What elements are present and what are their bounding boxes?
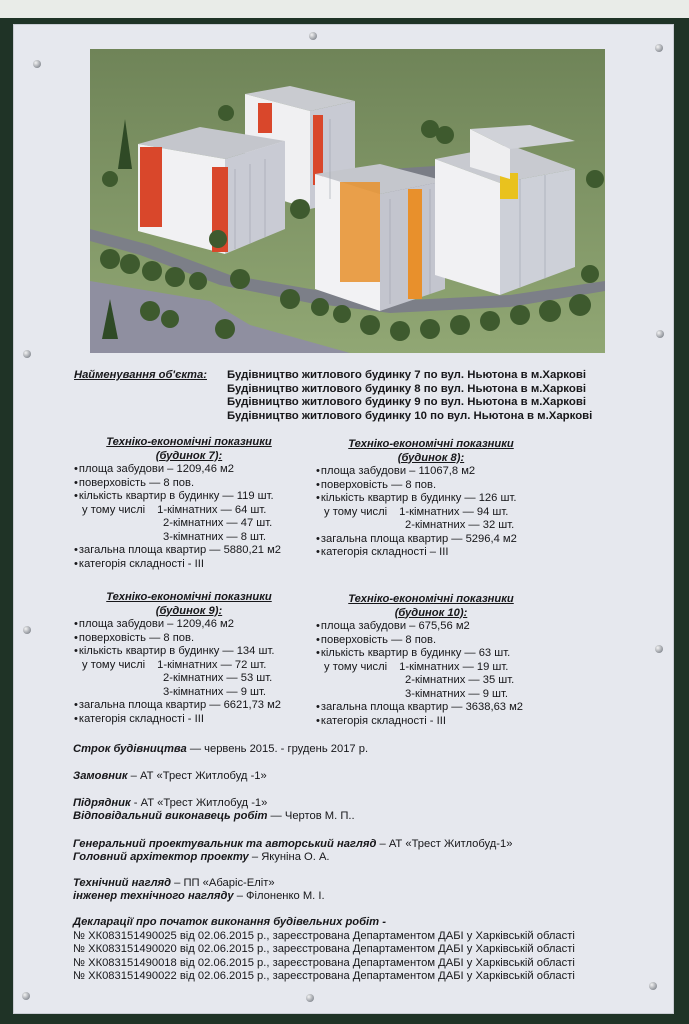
- customer-line: [73, 770, 267, 784]
- category-value: • категорія складності - ІІІ: [74, 558, 304, 572]
- declaration-line: № ХК083151490020 від 02.06.2015 р., зареєстрована Департаментом ДАБІ у Харківській області: [73, 943, 575, 955]
- building-7-indicators: [74, 436, 304, 571]
- rooms3-value: 3-кімнатних — 9 шт.: [405, 687, 509, 700]
- total-area-value: • загальна площа квартир — 5880,21 м2: [74, 544, 304, 558]
- category-value: • категорія складності - ІІІ: [74, 713, 304, 727]
- floors-value: • поверховість — 8 пов.: [74, 632, 304, 646]
- rooms2-value: 2-кімнатних — 32 шт.: [405, 519, 515, 531]
- construction-term: [73, 743, 368, 757]
- area-value: • площа забудови – 675,56 м2: [316, 620, 546, 634]
- building-subtitle: (будинок 8):: [397, 451, 465, 464]
- building-title: Техніко-економічні показники: [106, 591, 272, 603]
- rooms3-value: 3-кімнатних — 8 шт.: [163, 530, 267, 543]
- floors-value: • поверховість — 8 пов.: [316, 634, 546, 648]
- architect-line: [73, 851, 330, 865]
- screw-icon: [23, 626, 31, 634]
- declaration-line: № ХК083151490022 від 02.06.2015 р., зареєстрована Департаментом ДАБІ у Харківській області: [73, 970, 575, 982]
- building-rendering: [90, 49, 605, 353]
- total-area-value: • загальна площа квартир — 3638,63 м2: [316, 701, 546, 715]
- floors-value: • поверховість — 8 пов.: [74, 477, 304, 491]
- declarations-block: [73, 916, 575, 984]
- responsible-value: — Чертов М. П..: [267, 810, 355, 822]
- tech-supervision-line: [73, 877, 275, 891]
- contractor-label: Підрядник: [73, 797, 131, 809]
- customer-label: Замовник: [73, 770, 128, 782]
- contractor-line: [73, 797, 267, 811]
- total-area-value: • загальна площа квартир — 5296,4 м2: [316, 533, 546, 547]
- rooms2-value: 2-кімнатних — 53 шт.: [163, 672, 273, 684]
- architect-label: Головний архітектор проекту: [73, 851, 249, 863]
- incl-label: у тому числі: [82, 658, 146, 671]
- screw-icon: [306, 994, 314, 1002]
- building-subtitle: (будинок 9):: [155, 604, 223, 617]
- building-title: Техніко-економічні показники: [348, 593, 514, 605]
- building-9-indicators: [74, 591, 304, 726]
- building-title: Техніко-економічні показники: [106, 436, 272, 448]
- responsible-label: Відповідальний виконавець робіт: [73, 810, 268, 822]
- screw-icon: [655, 645, 663, 653]
- apartments-value: • кількість квартир в будинку — 126 шт.: [316, 492, 546, 506]
- designer-line: [73, 838, 512, 852]
- rooms1-value: 1-кімнатних — 94 шт.: [399, 505, 509, 518]
- area-value: • площа забудови – 1209,46 м2: [74, 463, 304, 477]
- incl-label: у тому числі: [82, 503, 146, 516]
- background-strip: [0, 0, 689, 18]
- tech-engineer-label: інженер технічного нагляду: [73, 890, 234, 902]
- declarations-label: Декларації про початок виконання будівельних робіт -: [73, 916, 386, 928]
- object-line: Будівництво житлового будинку 9 по вул. Ньютона в м.Харкові: [227, 396, 586, 408]
- building-10-indicators: [316, 593, 546, 728]
- tech-engineer-line: [73, 890, 325, 904]
- apartments-value: • кількість квартир в будинку — 63 шт.: [316, 647, 546, 661]
- screw-icon: [23, 350, 31, 358]
- architect-value: – Якуніна О. А.: [248, 851, 330, 863]
- building-subtitle: (будинок 7):: [155, 449, 223, 462]
- object-line: Будівництво житлового будинку 8 по вул. Ньютона в м.Харкові: [227, 382, 586, 395]
- screw-icon: [309, 32, 317, 40]
- rooms2-value: 2-кімнатних — 35 шт.: [405, 674, 515, 686]
- object-label: Найменування об'єкта:: [74, 369, 207, 381]
- tech-supervision-label: Технічний нагляд: [73, 877, 172, 889]
- declaration-line: № ХК083151490025 від 02.06.2015 р., зареєстрована Департаментом ДАБІ у Харківській області: [73, 929, 575, 942]
- responsible-line: [73, 810, 355, 824]
- screw-icon: [655, 44, 663, 52]
- object-line: Будівництво житлового будинку 7 по вул. Ньютона в м.Харкові: [227, 369, 586, 381]
- rooms1-value: 1-кімнатних — 19 шт.: [399, 660, 509, 673]
- building-subtitle: (будинок 10):: [394, 606, 468, 619]
- category-value: • категорія складності – ІІІ: [316, 546, 546, 560]
- category-value: • категорія складності - ІІІ: [316, 715, 546, 729]
- area-value: • площа забудови – 11067,8 м2: [316, 465, 546, 479]
- designer-label: Генеральний проектувальник та авторський нагляд: [73, 838, 377, 850]
- rooms1-value: 1-кімнатних — 72 шт.: [157, 658, 267, 671]
- incl-label: у тому числі: [324, 505, 388, 518]
- building-title: Техніко-економічні показники: [348, 438, 514, 450]
- incl-label: у тому числі: [324, 660, 388, 673]
- screw-icon: [656, 330, 664, 338]
- term-value: — червень 2015. - грудень 2017 р.: [186, 743, 369, 755]
- object-names: [227, 369, 592, 423]
- tech-engineer-value: – Філоненко М. І.: [233, 890, 325, 902]
- rooms1-value: 1-кімнатних — 64 шт.: [157, 503, 267, 516]
- customer-value: – АТ «Трест Житлобуд -1»: [127, 770, 267, 782]
- floors-value: • поверховість — 8 пов.: [316, 479, 546, 493]
- building-8-indicators: [316, 438, 546, 560]
- total-area-value: • загальна площа квартир — 6621,73 м2: [74, 699, 304, 713]
- term-label: Строк будівництва: [73, 743, 187, 755]
- contractor-value: - АТ «Трест Житлобуд -1»: [130, 797, 268, 809]
- screw-icon: [33, 60, 41, 68]
- apartments-value: • кількість квартир в будинку — 134 шт.: [74, 645, 304, 659]
- tech-supervision-value: – ПП «Абаріс-Еліт»: [171, 877, 275, 889]
- declaration-line: № ХК083151490018 від 02.06.2015 р., зареєстрована Департаментом ДАБІ у Харківській області: [73, 956, 575, 969]
- designer-value: – АТ «Трест Житлобуд-1»: [376, 838, 513, 850]
- rooms2-value: 2-кімнатних — 47 шт.: [163, 517, 273, 529]
- area-value: • площа забудови – 1209,46 м2: [74, 618, 304, 632]
- screw-icon: [22, 992, 30, 1000]
- screw-icon: [649, 982, 657, 990]
- apartments-value: • кількість квартир в будинку — 119 шт.: [74, 490, 304, 504]
- rooms3-value: 3-кімнатних — 9 шт.: [163, 685, 267, 698]
- object-line: Будівництво житлового будинку 10 по вул. Ньютона в м.Харкові: [227, 409, 593, 422]
